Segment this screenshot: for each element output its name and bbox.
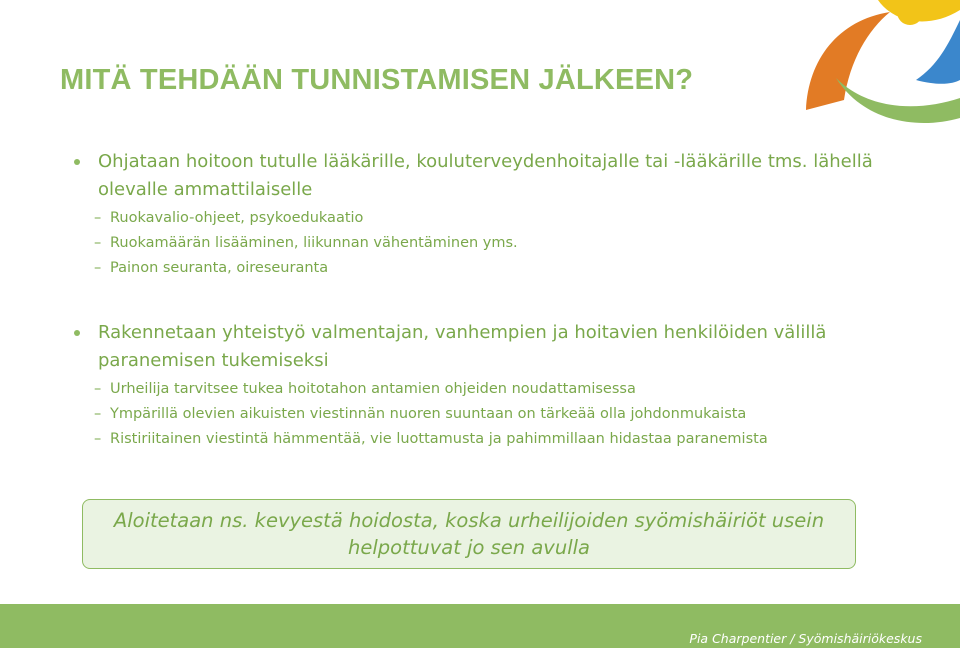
sub-item (94, 231, 874, 256)
bullet-text: Rakennetaan yhteistyö valmentajan, vanhempien ja hoitavien henkilöiden välillä paranemisen tukemiseksi (98, 322, 827, 371)
footer-credit: Pia Charpentier / Syömishäiriökeskus (689, 631, 922, 646)
sub-list (94, 377, 874, 452)
footer-bar (0, 604, 960, 648)
highlight-note-text: Aloitetaan ns. kevyestä hoidosta, koska urheilijoiden syömishäiriöt usein helpottuvat jo sen avulla (113, 509, 825, 559)
sub-item (94, 377, 874, 402)
dash-marker: – (94, 406, 102, 422)
bullet-item (74, 319, 874, 452)
sub-item-text: Ristiriitainen viestintä hämmentää, vie luottamusta ja pahimmillaan hidastaa paranemista (110, 431, 768, 447)
bullet-text: Ohjataan hoitoon tutulle lääkärille, kouluterveydenhoitajalle tai -lääkärille tms. lähellä olevalle ammattilaiselle (98, 151, 873, 200)
sub-item-text: Painon seuranta, oireseuranta (110, 260, 329, 276)
dash-marker: – (94, 260, 102, 276)
dash-marker: – (94, 381, 102, 397)
bullet-item (74, 148, 874, 281)
sub-item-text: Urheilija tarvitsee tukea hoitotahon antamien ohjeiden noudattamisessa (110, 381, 636, 397)
sub-item (94, 256, 874, 281)
highlight-note-box (82, 499, 856, 569)
sub-item-text: Ympärillä olevien aikuisten viestinnän nuoren suuntaan on tärkeää olla johdonmukaista (110, 406, 747, 422)
slide-title: MITÄ TEHDÄÄN TUNNISTAMISEN JÄLKEEN? (60, 64, 694, 96)
dash-marker: – (94, 210, 102, 226)
sub-item (94, 427, 874, 452)
sub-item-text: Ruokamäärän lisääminen, liikunnan vähentäminen yms. (110, 235, 518, 251)
sub-item-text: Ruokavalio-ohjeet, psykoedukaatio (110, 210, 364, 226)
sub-list (94, 206, 874, 281)
dash-marker: – (94, 235, 102, 251)
logo-swoosh-icon (798, 0, 960, 130)
dash-marker: – (94, 431, 102, 447)
sub-item (94, 206, 874, 231)
sub-item (94, 402, 874, 427)
bullet-list (74, 148, 874, 452)
